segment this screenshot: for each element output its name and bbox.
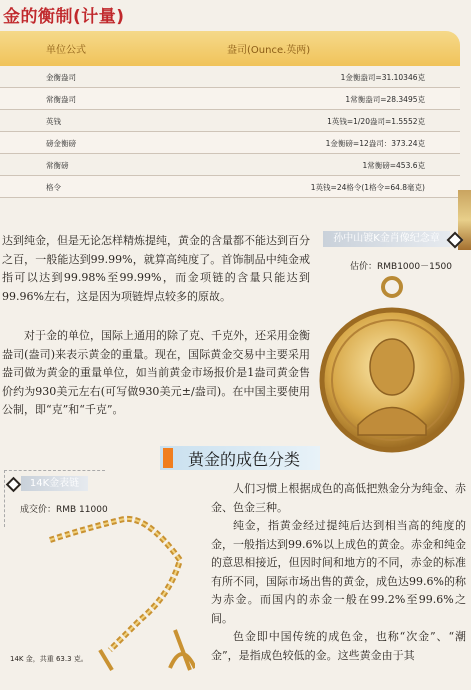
paragraph-intro: 人们习惯上根据成色的高低把熟金分为纯金、赤金、色金三种。 [211, 482, 466, 514]
row-unit: 常衡磅 [46, 161, 69, 170]
column-header-unit: 单位公式 [46, 45, 86, 56]
section-title: 黄金的成色分类 [188, 450, 301, 469]
row-unit: 格令 [46, 183, 61, 192]
table-body [0, 66, 460, 198]
paragraph-color-gold: 色金即中国传统的成色金，也称“次金”、“潮金”，是指成色较低的金。这些黄金由于其 [211, 630, 466, 662]
row-formula: 1金衡盎司=31.10346克 [340, 73, 425, 82]
row-formula: 1金衡磅=12盎司：373.24克 [325, 139, 425, 148]
row-unit: 金衡盎司 [46, 73, 76, 82]
table-row [0, 176, 460, 198]
table-header [0, 31, 460, 66]
medal-label: 孙中山镀K金肖像纪念章 [323, 231, 450, 247]
table-row [0, 110, 460, 132]
table-row [0, 154, 460, 176]
paragraph-pure-gold: 纯金，指黄金经过提纯后达到相当高的纯度的金，一般指达到99.6%以上成色的黄金。赤金和纯金的意思相接近，但因时间和地方的不同，赤金的标准有所不同，国际市场出售的黄金，成色达99.6%的称为赤金。而国内的赤金一般在99.2%至99.6%之间。 [211, 519, 466, 625]
body-paragraph-purity-classes [211, 480, 466, 665]
body-paragraph-purity: 达到纯金，但是无论怎样精炼提纯，黄金的含量都不能达到百分之百，一般能达到99.99%，就算高纯度了。首饰制品中纯金戒指可以达到99.98%至99.99%，而金项链的含量只能达到99.96%左右，这是因为项链焊点较多的原故。 [2, 234, 310, 303]
row-formula: 1英钱=24格令(1格令=64.8毫克) [310, 183, 425, 192]
table-row [0, 66, 460, 88]
gold-watch-chain-image [20, 500, 195, 672]
chain-caption: 14K 金，共重 63.3 克。 [10, 655, 88, 663]
chain-price: 成交价：RMB 11000 [20, 505, 108, 515]
row-unit: 英钱 [46, 117, 61, 126]
chain-label: 14K金表链 [21, 476, 88, 491]
table-row [0, 132, 460, 154]
row-formula: 1英钱=1/20盎司=1.5552克 [327, 117, 425, 126]
section-marker [163, 448, 173, 468]
row-formula: 1常衡盎司=28.3495克 [345, 95, 425, 104]
column-header-ounce: 盎司(Ounce.英两) [227, 45, 311, 56]
table-row [0, 88, 460, 110]
row-unit: 常衡盎司 [46, 95, 76, 104]
page-title: 金的衡制(计量) [3, 7, 125, 27]
medal-price: 估价：RMB1000－1500 [350, 262, 453, 272]
gold-medal-image [318, 275, 466, 471]
row-formula: 1常衡磅=453.6克 [362, 161, 425, 170]
row-unit: 磅金衡磅 [46, 139, 76, 148]
body-paragraph-units: 对于金的单位，国际上通用的除了克、千克外，还采用金衡盎司(盎司)来表示黄金的重量。现在，国际黄金交易中主要采用盎司做为黄金的重量单位，如当前黄金市场报价是1盎司黄金售价约为930美元左右(可写做930美元±/盎司)。在中国主要使用公制，即“克”和“千克”。 [2, 329, 310, 416]
unit-table [0, 31, 460, 198]
